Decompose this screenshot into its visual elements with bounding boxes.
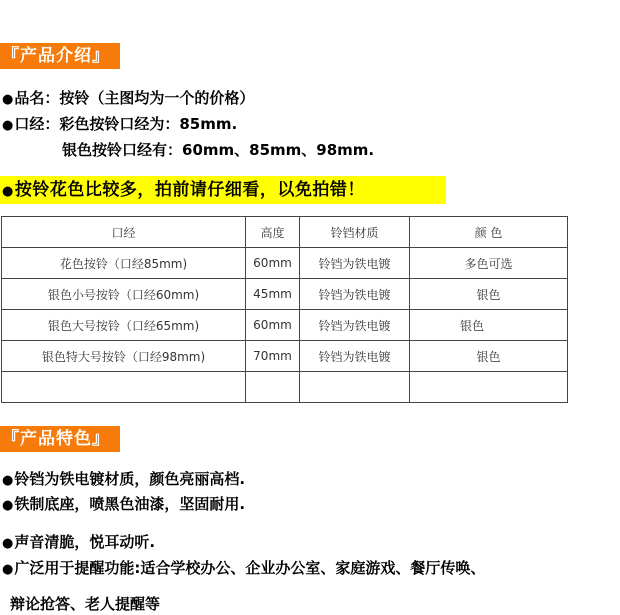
table-cell: 多色可选	[410, 248, 568, 279]
table-header-cell: 颜 色	[410, 217, 568, 248]
table-cell: 70mm	[246, 341, 300, 372]
feature-item	[2, 557, 485, 581]
table-row	[2, 310, 568, 341]
notice-text: 按铃花色比较多，拍前请仔细看，以免拍错！	[14, 180, 365, 200]
table-cell: 银色大号按铃（口经65mm)	[2, 310, 246, 341]
product-name-text: 品名：按铃（主图均为一个的价格）	[14, 89, 255, 107]
feature-text: 声音清脆，悦耳动听.	[14, 533, 156, 551]
table-cell: 铃铛为铁电镀	[300, 310, 410, 341]
table-row	[2, 279, 568, 310]
table-cell: 60mm	[246, 310, 300, 341]
bullet-icon: ●	[2, 562, 14, 577]
table-cell: 银色特大号按铃（口经98mm)	[2, 341, 246, 372]
table-header-cell: 铃铛材质	[300, 217, 410, 248]
diameter-text: 口经：彩色按铃口经为：85mm.	[14, 115, 238, 133]
feature-text: 铁制底座，喷黑色油漆，坚固耐用.	[14, 495, 246, 513]
table-cell: 45mm	[246, 279, 300, 310]
feature-text: 铃铛为铁电镀材质，颜色亮丽高档.	[14, 470, 246, 488]
spec-table	[1, 216, 568, 403]
silver-diameter-line	[62, 139, 374, 161]
table-cell	[2, 372, 246, 403]
table-cell: 银色小号按铃（口经60mm)	[2, 279, 246, 310]
bullet-icon: ●	[2, 536, 14, 551]
table-row	[2, 372, 568, 403]
bullet-icon: ●	[2, 473, 14, 488]
notice-line	[2, 178, 365, 204]
table-cell	[300, 372, 410, 403]
table-cell	[246, 372, 300, 403]
table-cell: 银色	[410, 310, 568, 341]
table-cell: 铃铛为铁电镀	[300, 279, 410, 310]
table-header-cell: 高度	[246, 217, 300, 248]
bullet-icon: ●	[2, 184, 14, 199]
bullet-icon: ●	[2, 92, 14, 107]
table-cell: 铃铛为铁电镀	[300, 248, 410, 279]
feature-item	[2, 468, 245, 492]
feature-text: 辩论抢答、老人提醒等	[10, 595, 161, 613]
table-cell: 银色	[410, 341, 568, 372]
table-header-row	[2, 217, 568, 248]
table-cell: 60mm	[246, 248, 300, 279]
feature-item	[2, 493, 245, 517]
intro-header: 『产品介绍』	[0, 43, 120, 69]
bullet-icon: ●	[2, 498, 14, 513]
silver-diameter-text: 银色按铃口经有：60mm、85mm、98mm.	[62, 141, 375, 159]
diameter-line	[2, 113, 237, 137]
table-header-cell: 口经	[2, 217, 246, 248]
table-row	[2, 248, 568, 279]
feature-item	[2, 531, 155, 555]
table-cell: 花色按铃（口经85mm)	[2, 248, 246, 279]
table-cell: 铃铛为铁电镀	[300, 341, 410, 372]
features-header: 『产品特色』	[0, 426, 120, 452]
table-cell	[410, 372, 568, 403]
feature-item-continued	[10, 593, 160, 615]
table-cell: 银色	[410, 279, 568, 310]
bullet-icon: ●	[2, 118, 14, 133]
product-name-line	[2, 87, 254, 111]
feature-text: 广泛用于提醒功能:适合学校办公、企业办公室、家庭游戏、餐厅传唤、	[14, 559, 486, 577]
table-row	[2, 341, 568, 372]
